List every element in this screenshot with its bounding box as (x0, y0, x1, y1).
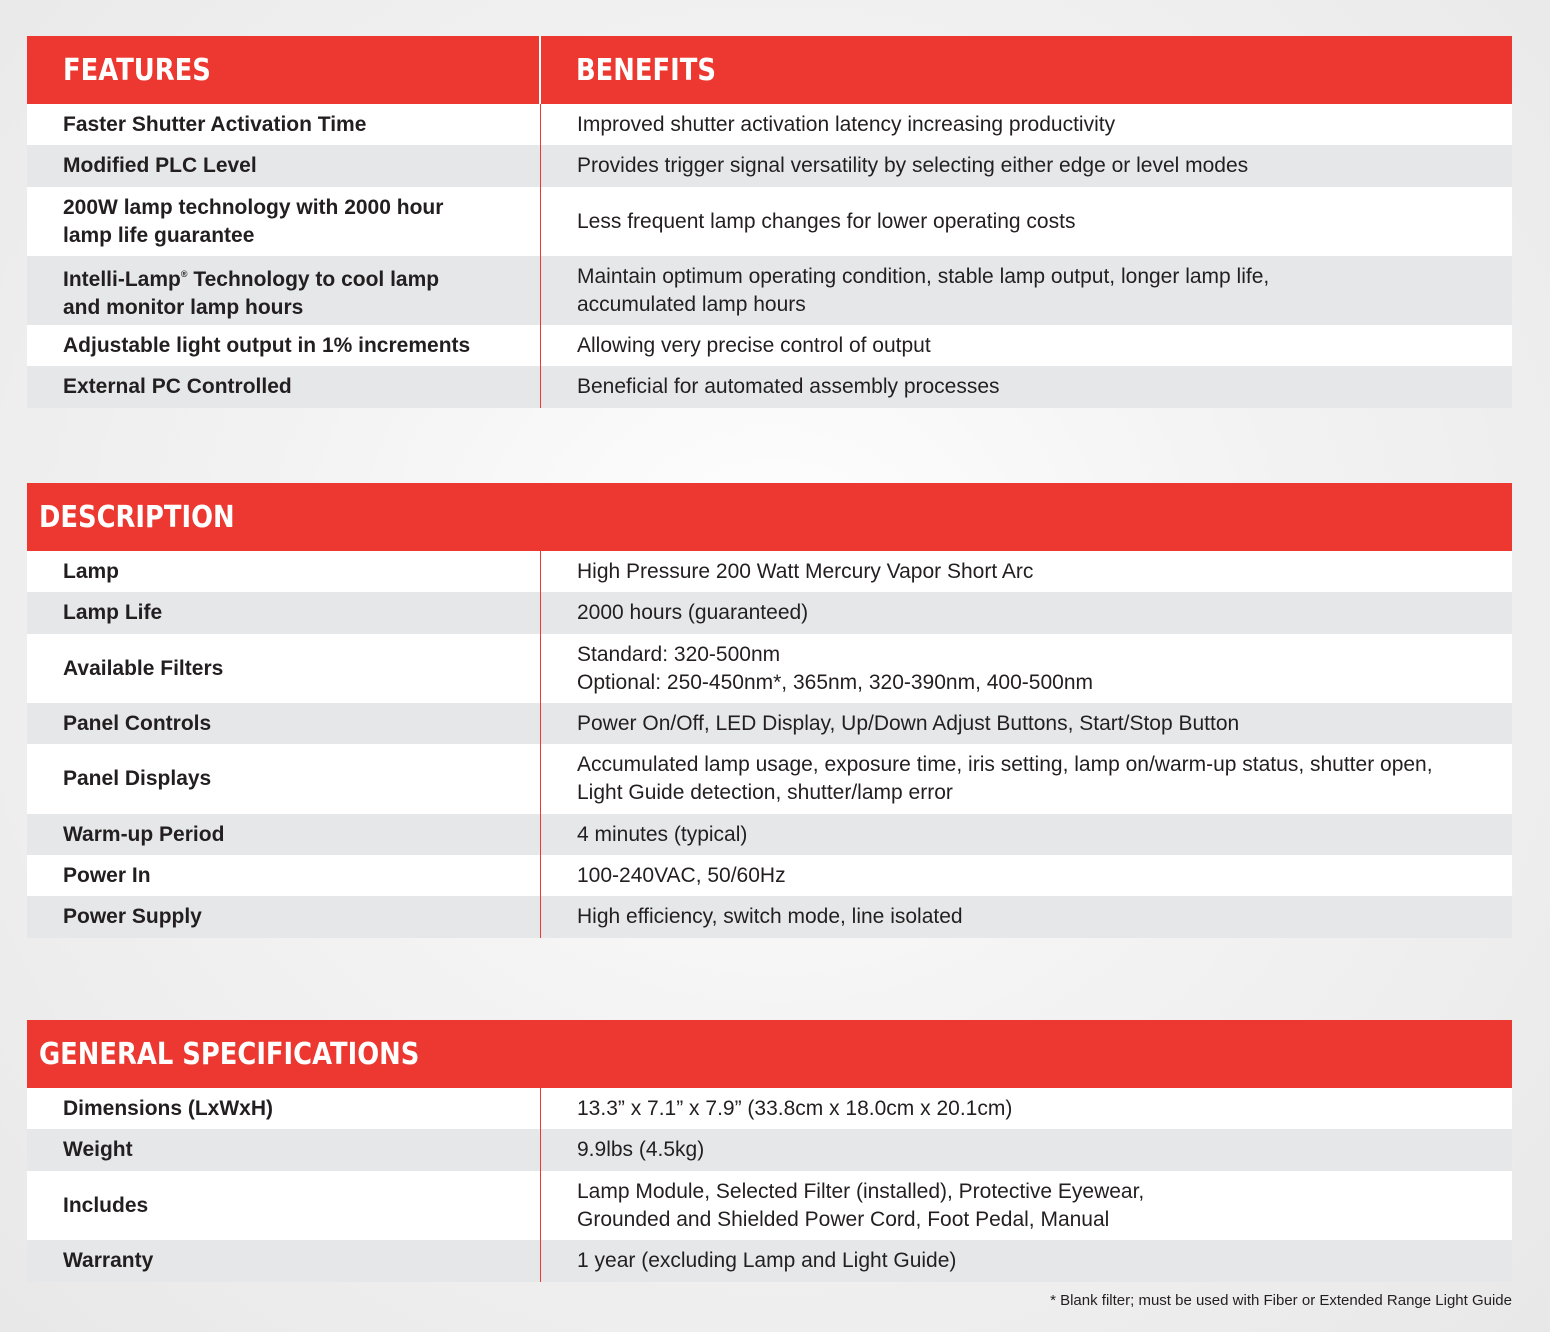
table-row (27, 187, 1512, 256)
spec-value: 1 year (excluding Lamp and Light Guide) (540, 1240, 1512, 1282)
description-table (27, 483, 1512, 938)
spec-label: Lamp Life (63, 601, 163, 624)
table-row (27, 814, 1512, 855)
spec-value: High Pressure 200 Watt Mercury Vapor Short Arc (540, 551, 1512, 592)
benefit-cell: Beneficial for automated assembly processes (540, 366, 1512, 408)
spec-label: Panel Controls (63, 711, 212, 735)
spec-value: 4 minutes (typical) (540, 814, 1512, 855)
features-heading: FEATURES (63, 52, 211, 88)
table-row (27, 551, 1512, 592)
feature-cell: Adjustable light output in 1% increments (63, 333, 471, 357)
features-table (27, 36, 1512, 408)
table-row (27, 325, 1512, 366)
spec-label: Available Filters (63, 656, 224, 680)
benefit-cell: Less frequent lamp changes for lower operating costs (540, 187, 1512, 256)
spec-label: Dimensions (LxWxH) (63, 1096, 274, 1120)
spec-value: High efficiency, switch mode, line isolated (540, 896, 1512, 938)
benefit-cell: Provides trigger signal versatility by selecting either edge or level modes (540, 145, 1512, 187)
spec-label: Lamp (63, 559, 120, 583)
table-row (27, 145, 1512, 187)
spec-label: Weight (63, 1138, 133, 1161)
spec-label: Panel Displays (63, 767, 212, 790)
spec-value: 9.9lbs (4.5kg) (540, 1129, 1512, 1171)
table-row (27, 703, 1512, 744)
spec-label: Warm-up Period (63, 822, 225, 846)
footnote: * Blank filter; must be used with Fiber or Extended Range Light Guide (1050, 1292, 1512, 1309)
spec-value: 100-240VAC, 50/60Hz (540, 855, 1512, 896)
table-row (27, 592, 1512, 634)
spec-value: 13.3” x 7.1” x 7.9” (33.8cm x 18.0cm x 20.1cm) (540, 1088, 1512, 1129)
feature-cell: 200W lamp technology with 2000 hour lamp life guarantee (63, 195, 444, 247)
table-row (27, 104, 1512, 145)
spec-label: Warranty (63, 1249, 154, 1272)
general-specs-heading: GENERAL SPECIFICATIONS (39, 1036, 420, 1072)
spec-value: 2000 hours (guaranteed) (540, 592, 1512, 634)
spec-label: Power Supply (63, 905, 202, 928)
description-header (27, 483, 1512, 551)
spec-label: Includes (63, 1193, 149, 1217)
feature-cell: Intelli-Lamp® Technology to cool lamp and monitor lamp hours (63, 267, 440, 319)
table-row (27, 1240, 1512, 1282)
benefit-cell: Improved shutter activation latency increasing productivity (540, 104, 1512, 145)
description-heading: DESCRIPTION (39, 499, 235, 535)
header-divider (539, 36, 541, 104)
general-specs-header (27, 1020, 1512, 1088)
spec-value: Accumulated lamp usage, exposure time, iris setting, lamp on/warm-up status, shutter open, Light Guide detection, shutter/lamp error (540, 744, 1512, 814)
table-row (27, 855, 1512, 896)
table-row (27, 1088, 1512, 1129)
benefits-heading: BENEFITS (576, 52, 716, 88)
table-row (27, 634, 1512, 703)
features-header (27, 36, 1512, 104)
spec-value: Lamp Module, Selected Filter (installed), Protective Eyewear, Grounded and Shielded Power Cord, Foot Pedal, Manual (540, 1171, 1512, 1240)
table-row (27, 1129, 1512, 1171)
feature-cell: Modified PLC Level (63, 154, 257, 177)
benefit-cell: Maintain optimum operating condition, stable lamp output, longer lamp life, accumulated lamp hours (540, 256, 1512, 325)
table-row (27, 744, 1512, 814)
feature-cell: External PC Controlled (63, 375, 292, 398)
table-row (27, 1171, 1512, 1240)
spec-value: Standard: 320-500nm Optional: 250-450nm*, 365nm, 320-390nm, 400-500nm (540, 634, 1512, 703)
benefit-cell: Allowing very precise control of output (540, 325, 1512, 366)
spec-label: Power In (63, 863, 151, 887)
table-row (27, 366, 1512, 408)
general-specs-table (27, 1020, 1512, 1282)
spec-value: Power On/Off, LED Display, Up/Down Adjust Buttons, Start/Stop Button (540, 703, 1512, 744)
table-row (27, 256, 1512, 325)
table-row (27, 896, 1512, 938)
feature-cell: Faster Shutter Activation Time (63, 112, 367, 136)
